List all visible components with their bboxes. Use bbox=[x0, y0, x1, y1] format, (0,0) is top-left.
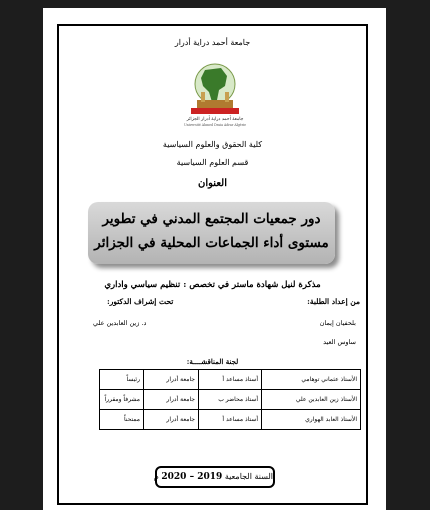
table-row bbox=[100, 390, 361, 410]
memo-statement: مذكرة لنيل شهادة ماستر في تخصص : تنظيم سياسي واداري bbox=[104, 280, 321, 290]
year-suffix: م bbox=[153, 472, 159, 481]
document-page bbox=[43, 8, 386, 510]
jury-institution: جامعة أدرار bbox=[144, 390, 199, 410]
student-name-2: ساوس العيد bbox=[323, 338, 356, 346]
jury-role: ممتحناً bbox=[100, 410, 144, 430]
student-name-1: بلحفيان إيمان bbox=[319, 319, 356, 327]
jury-role: مشرفاً ومقرراً bbox=[100, 390, 144, 410]
university-logo-icon bbox=[177, 56, 253, 132]
thesis-title-box bbox=[88, 202, 335, 264]
jury-name: الأستاذ زين العابدين علي bbox=[262, 390, 361, 410]
department-name: قسم العلوم السياسية bbox=[176, 158, 249, 167]
year-label: السنة الجامعية bbox=[224, 472, 273, 481]
jury-name: الأستاذ عثماني توهامي bbox=[262, 370, 361, 390]
thesis-title-line-1: دور جمعيات المجتمع المدني في تطوير bbox=[102, 211, 321, 227]
jury-name: الأستاذ العابد الهواري bbox=[262, 410, 361, 430]
jury-rank: أستاذ مساعد أ bbox=[199, 370, 262, 390]
students-label: من إعداد الطلبة: bbox=[307, 297, 360, 306]
logo-caption-ar: جامعة أحمد دراية أدرار الجزائر bbox=[186, 117, 244, 122]
jury-table bbox=[99, 369, 361, 430]
year-value: 2019 – 2020 bbox=[161, 472, 223, 482]
jury-rank: أستاذ محاضر ب bbox=[199, 390, 262, 410]
title-label: العنوان bbox=[198, 178, 227, 189]
faculty-name: كلية الحقوق والعلوم السياسية bbox=[162, 140, 263, 149]
table-row bbox=[100, 370, 361, 390]
thesis-title-line-2: مستوى أداء الجماعات المحلية في الجزائر bbox=[94, 235, 329, 251]
jury-role: رئيساً bbox=[100, 370, 144, 390]
jury-institution: جامعة أدرار bbox=[144, 370, 199, 390]
supervisor-name: د. زين العابدين علي bbox=[93, 319, 147, 327]
logo-caption-lat: Université Ahmed Draia Adrar Algérie bbox=[183, 123, 247, 127]
university-name: جامعة أحمد دراية أدرار bbox=[174, 38, 251, 47]
jury-rank: أستاذ مساعد أ bbox=[199, 410, 262, 430]
academic-year bbox=[153, 472, 273, 482]
table-row bbox=[100, 410, 361, 430]
jury-institution: جامعة أدرار bbox=[144, 410, 199, 430]
supervisor-label: تحت إشراف الدكتور: bbox=[107, 297, 174, 306]
committee-label: لجنة المناقشــــة: bbox=[186, 357, 239, 366]
cover-frame bbox=[57, 24, 368, 505]
academic-year-box bbox=[155, 466, 275, 488]
